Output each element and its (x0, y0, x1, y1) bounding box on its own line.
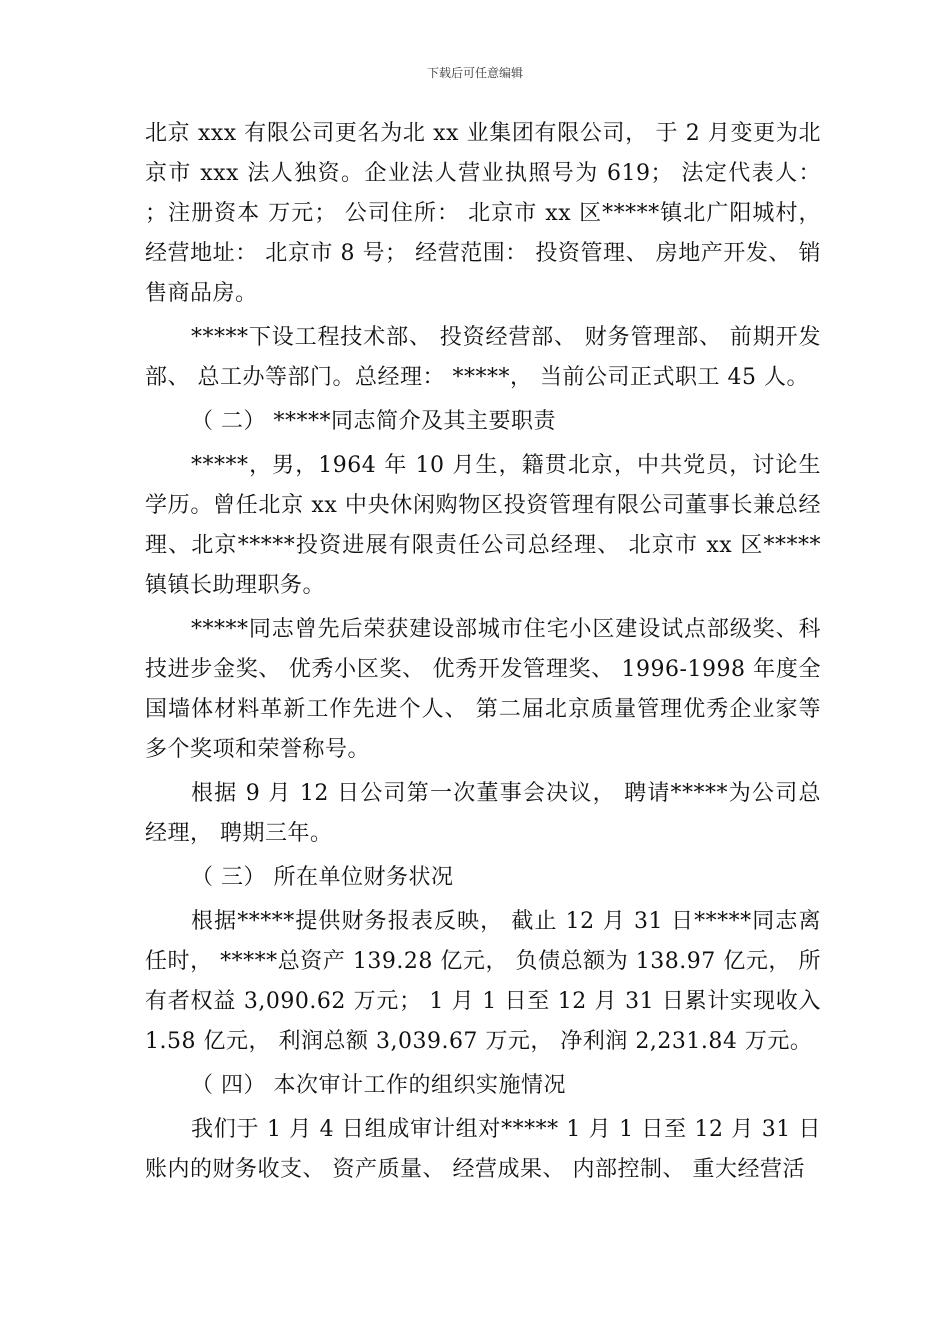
page-header-note: 下载后可任意编辑 (426, 66, 523, 80)
paragraph-appointment: 根据 9 月 12 日公司第一次董事会决议， 聘请*****为公司总经理， 聘期三年。 (145, 781, 821, 846)
paragraph-biography: *****，男，1964 年 10 月生，籍贯北京，中共党员，讨论生学历。曾任北京 xx 中央休闲购物区投资管理有限公司董事长兼总经理、北京*****投资进展有限责任公司总经理、 北京市 xx 区*****镇镇长助理职务。 (145, 453, 821, 598)
document-body (145, 114, 821, 1194)
paragraph-audit: 我们于 1 月 4 日组成审计组对***** 1 月 1 日至 12 月 31 日账内的财务收支、 资产质量、 经营成果、 内部控制、 重大经营活 (145, 1117, 821, 1182)
paragraph-company-info: 北京 xxx 有限公司更名为北 xx 业集团有限公司， 于 2 月变更为北京市 xxx 法人独资。企业法人营业执照号为 619； 法定代表人： ；注册资本 万元； 公司住所： 北京市 xx 区*****镇北广阳城村， 经营地址： 北京市 8 号； 经营范围： 投资管理、 房地产开发、 销售商品房。 (145, 121, 821, 306)
section-heading-4: （ 四） 本次审计工作的组织实施情况 (191, 1073, 566, 1098)
section-heading-2: （ 二） *****同志简介及其主要职责 (191, 409, 556, 434)
paragraph-departments: *****下设工程技术部、 投资经营部、 财务管理部、 前期开发部、 总工办等部门。总经理： *****， 当前公司正式职工 45 人。 (145, 325, 821, 390)
paragraph-awards: *****同志曾先后荣获建设部城市住宅小区建设试点部级奖、科技进步金奖、 优秀小区奖、 优秀开发管理奖、 1996-1998 年度全国墙体材料革新工作先进个人、 第二届北京质量管理优秀企业家等多个奖项和荣誉称号。 (145, 617, 821, 762)
section-heading-3: （ 三） 所在单位财务状况 (191, 865, 454, 890)
paragraph-financials: 根据*****提供财务报表反映， 截止 12 月 31 日*****同志离任时， *****总资产 139.28 亿元， 负债总额为 138.97 亿元， 所有者权益 3,090.62 万元； 1 月 1 日至 12 月 31 日累计实现收入 1.58 亿元， 利润总额 3,039.67 万元， 净利润 2,231.84 万元。 (145, 909, 821, 1054)
